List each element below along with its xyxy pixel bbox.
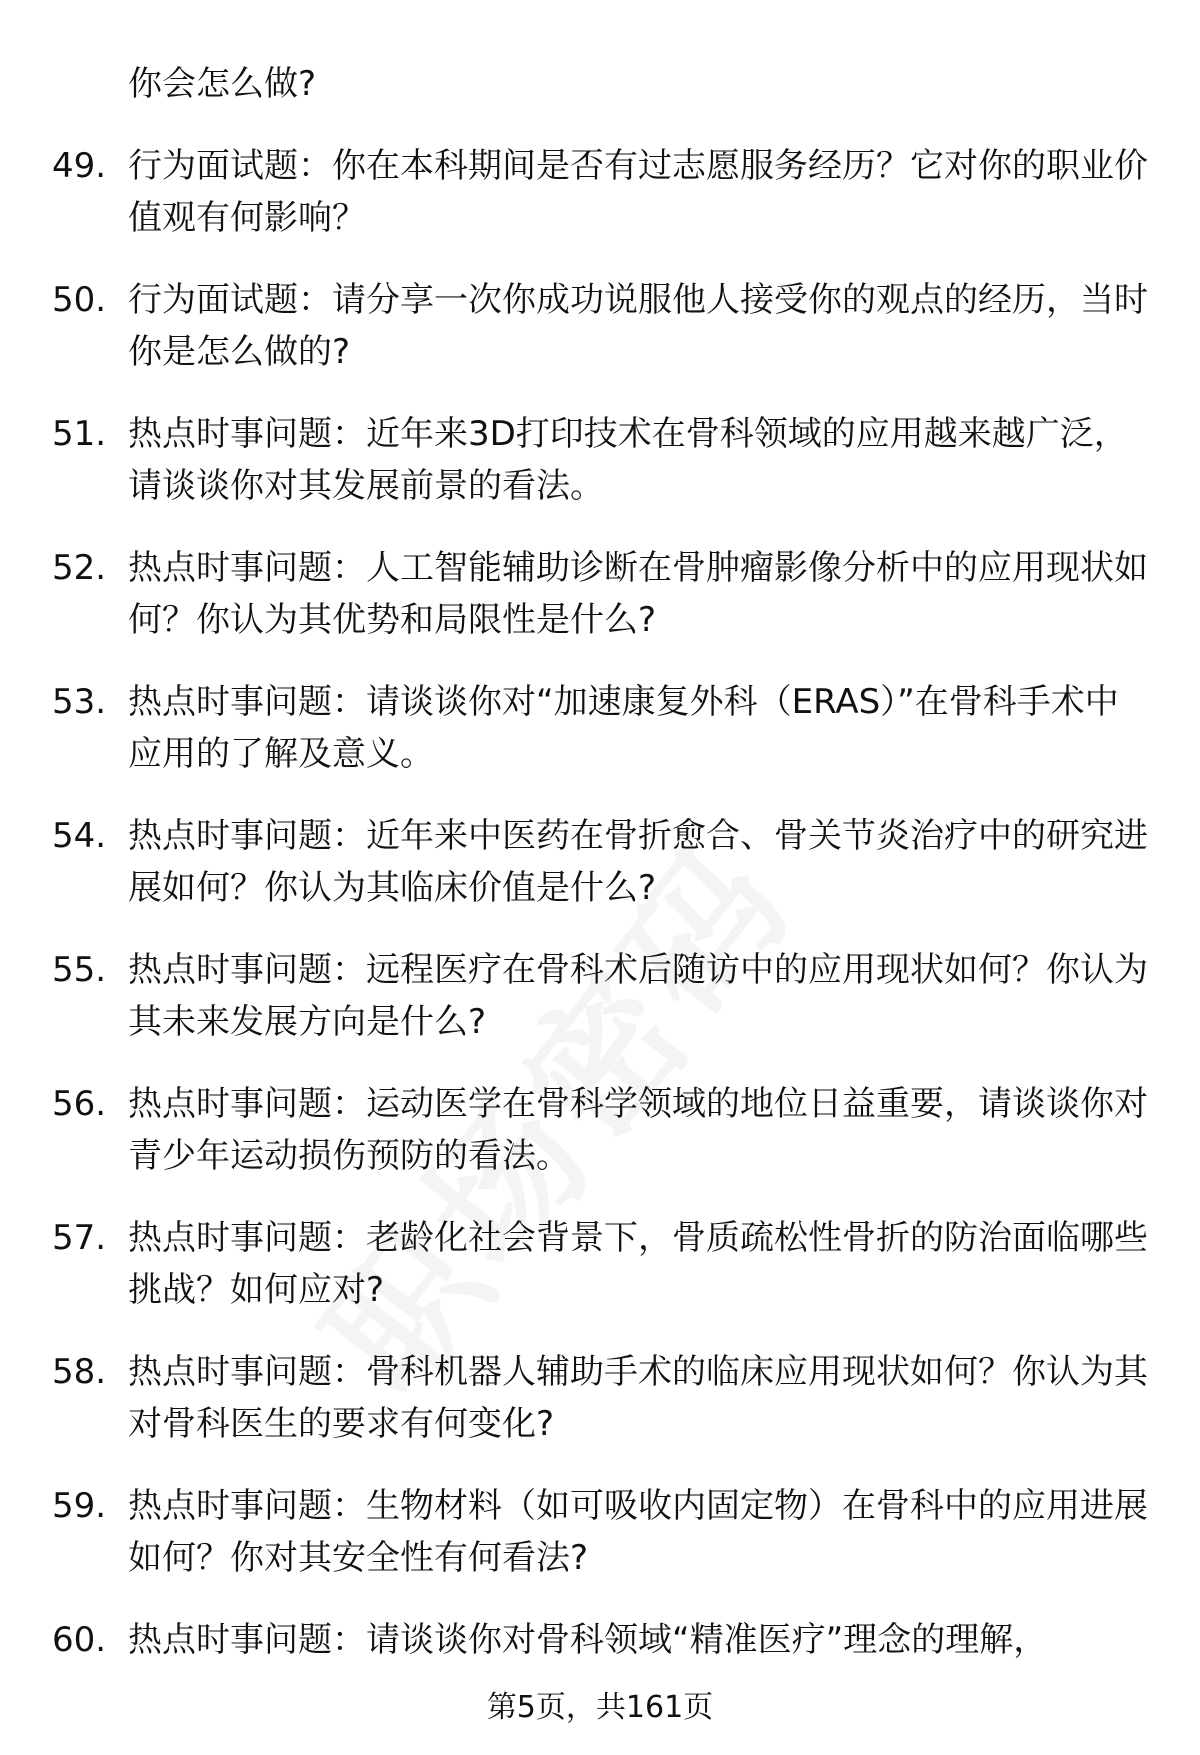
question-number: 59. [52, 1486, 107, 1526]
question-number: 51. [52, 414, 107, 454]
list-item [0, 810, 1200, 914]
question-number: 54. [52, 816, 107, 856]
list-item [0, 542, 1200, 646]
question-number: 49. [52, 146, 107, 186]
list-item [0, 1078, 1200, 1182]
list-item [0, 944, 1200, 1048]
question-number: 57. [52, 1218, 107, 1258]
question-text: 热点时事问题：远程医疗在骨科术后随访中的应用现状如何？你认为其未来发展方向是什么? [128, 950, 1148, 1042]
page-footer: 第5页，共161页 [486, 1690, 714, 1725]
question-text: 热点时事问题：请谈谈你对骨科领域“精准医疗”理念的理解， [128, 1620, 1048, 1660]
list-item [0, 140, 1200, 244]
continuation-text: 你会怎么做? [128, 64, 317, 104]
list-item [0, 676, 1200, 780]
question-number: 55. [52, 950, 107, 990]
question-text: 热点时事问题：人工智能辅助诊断在骨肿瘤影像分析中的应用现状如何？你认为其优势和局限性是什么? [128, 548, 1148, 640]
question-text: 热点时事问题：请谈谈你对“加速康复外科（ERAS）”在骨科手术中应用的了解及意义。 [128, 682, 1119, 774]
question-list [0, 140, 1200, 1748]
question-text: 热点时事问题：近年来中医药在骨折愈合、骨关节炎治疗中的研究进展如何？你认为其临床价值是什么? [128, 816, 1148, 908]
question-number: 52. [52, 548, 107, 588]
question-number: 58. [52, 1352, 107, 1392]
list-item [0, 1480, 1200, 1584]
question-number: 56. [52, 1084, 107, 1124]
list-item [0, 1346, 1200, 1450]
question-number: 60. [52, 1620, 107, 1660]
question-number: 50. [52, 280, 107, 320]
question-text: 热点时事问题：骨科机器人辅助手术的临床应用现状如何？你认为其对骨科医生的要求有何变化? [128, 1352, 1148, 1444]
list-item [0, 274, 1200, 378]
question-text: 行为面试题：请分享一次你成功说服他人接受你的观点的经历，当时你是怎么做的? [128, 280, 1148, 372]
question-text: 热点时事问题：运动医学在骨科学领域的地位日益重要，请谈谈你对青少年运动损伤预防的看法。 [128, 1084, 1148, 1176]
question-number: 53. [52, 682, 107, 722]
question-text: 热点时事问题：老龄化社会背景下，骨质疏松性骨折的防治面临哪些挑战？如何应对? [128, 1218, 1148, 1310]
list-item [0, 1212, 1200, 1316]
question-text: 热点时事问题：近年来3D打印技术在骨科领域的应用越来越广泛，请谈谈你对其发展前景的看法。 [128, 414, 1128, 506]
question-text: 行为面试题：你在本科期间是否有过志愿服务经历？它对你的职业价值观有何影响？ [128, 146, 1148, 238]
question-text: 热点时事问题：生物材料（如可吸收内固定物）在骨科中的应用进展如何？你对其安全性有何看法? [128, 1486, 1148, 1578]
list-item [0, 408, 1200, 512]
